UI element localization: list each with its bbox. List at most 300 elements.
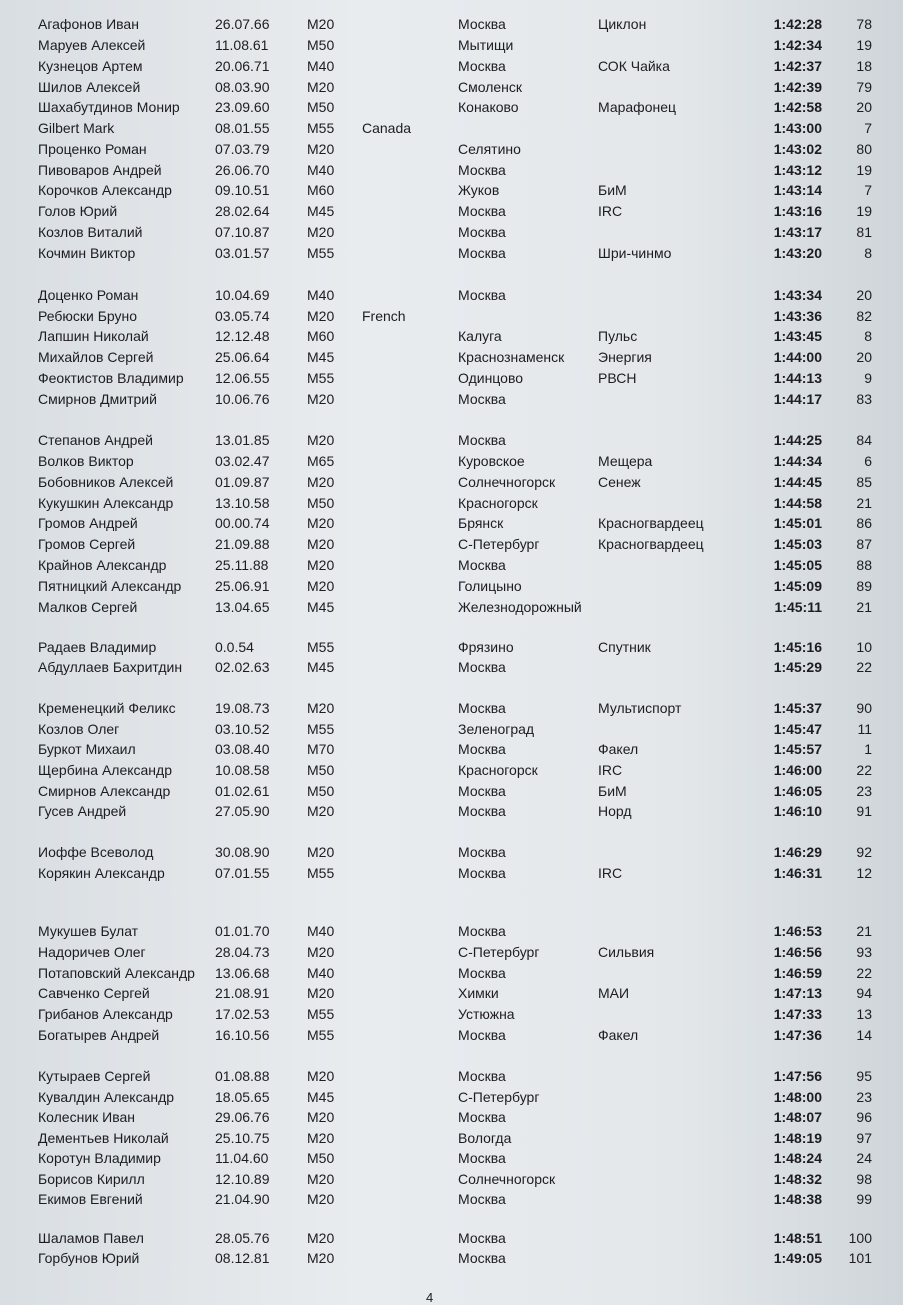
cell-born: 26.07.66	[215, 16, 270, 32]
cell-name: Надоричев Олег	[38, 944, 146, 960]
cell-time: 1:48:51	[773, 1230, 822, 1246]
cell-group: M55	[307, 865, 335, 881]
cell-born: 01.09.87	[215, 474, 270, 490]
cell-born: 23.09.60	[215, 99, 270, 115]
cell-time: 1:43:36	[773, 308, 822, 324]
cell-time: 1:47:33	[773, 1006, 822, 1022]
cell-place: 20	[856, 287, 872, 303]
cell-group: M45	[307, 659, 335, 675]
cell-name: Кувалдин Александр	[38, 1089, 175, 1105]
cell-born: 02.02.63	[215, 659, 270, 675]
cell-group: M55	[307, 1006, 335, 1022]
cell-born: 29.06.76	[215, 1109, 270, 1125]
cell-time: 1:43:34	[773, 287, 822, 303]
cell-group: M20	[307, 16, 335, 32]
cell-city: Москва	[458, 432, 506, 448]
result-row	[0, 306, 903, 326]
cell-city: Москва	[458, 1150, 506, 1166]
cell-place: 19	[856, 37, 872, 53]
result-row	[0, 781, 903, 801]
result-row	[0, 389, 903, 409]
cell-group: M50	[307, 1150, 335, 1166]
cell-group: M20	[307, 432, 335, 448]
cell-city: Москва	[458, 557, 506, 573]
cell-group: M40	[307, 162, 335, 178]
cell-name: Кузнецов Артем	[38, 58, 143, 74]
cell-city: Солнечногорск	[458, 1171, 556, 1187]
cell-born: 27.05.90	[215, 803, 270, 819]
cell-city: Брянск	[458, 515, 504, 531]
cell-club: Сильвия	[598, 944, 655, 960]
cell-name: Кочмин Виктор	[38, 245, 136, 261]
result-row	[0, 842, 903, 862]
cell-time: 1:48:00	[773, 1089, 822, 1105]
cell-name: Абдуллаев Бахритдин	[38, 659, 183, 675]
cell-group: M20	[307, 1250, 335, 1266]
cell-city: Москва	[458, 659, 506, 675]
cell-place: 13	[856, 1006, 872, 1022]
cell-born: 08.12.81	[215, 1250, 270, 1266]
cell-city: Красногорск	[458, 762, 538, 778]
cell-group: M20	[307, 308, 335, 324]
result-row	[0, 326, 903, 346]
cell-group: M60	[307, 328, 335, 344]
cell-name: Борисов Кирилл	[38, 1171, 145, 1187]
cell-club: БиМ	[598, 783, 627, 799]
cell-time: 1:44:25	[773, 432, 822, 448]
cell-group: M20	[307, 1171, 335, 1187]
cell-born: 17.02.53	[215, 1006, 270, 1022]
cell-group: M20	[307, 79, 335, 95]
cell-born: 03.01.57	[215, 245, 270, 261]
cell-city: Москва	[458, 803, 506, 819]
cell-name: Смирнов Александр	[38, 783, 171, 799]
cell-time: 1:44:17	[773, 391, 822, 407]
cell-name: Мукушев Булат	[38, 923, 139, 939]
cell-time: 1:45:37	[773, 700, 822, 716]
cell-group: M20	[307, 391, 335, 407]
cell-city: Мытищи	[458, 37, 514, 53]
cell-city: Москва	[458, 391, 506, 407]
cell-group: M45	[307, 203, 335, 219]
cell-place: 1	[864, 741, 872, 757]
result-row	[0, 1107, 903, 1127]
cell-city: Жуков	[458, 182, 500, 198]
cell-time: 1:42:39	[773, 79, 822, 95]
cell-group: M20	[307, 224, 335, 240]
cell-place: 18	[856, 58, 872, 74]
cell-city: Москва	[458, 923, 506, 939]
cell-born: 16.10.56	[215, 1027, 270, 1043]
result-row	[0, 760, 903, 780]
cell-place: 90	[856, 700, 872, 716]
cell-place: 101	[848, 1250, 872, 1266]
cell-city: Голицыно	[458, 578, 522, 594]
cell-place: 23	[856, 1089, 872, 1105]
cell-place: 88	[856, 557, 872, 573]
cell-born: 25.10.75	[215, 1130, 270, 1146]
cell-name: Щербина Александр	[38, 762, 172, 778]
cell-group: M20	[307, 1109, 335, 1125]
cell-name: Смирнов Дмитрий	[38, 391, 157, 407]
cell-city: Краснознаменск	[458, 349, 565, 365]
cell-city: Москва	[458, 700, 506, 716]
cell-time: 1:46:29	[773, 844, 822, 860]
result-row	[0, 1025, 903, 1045]
cell-city: Смоленск	[458, 79, 523, 95]
result-row	[0, 1169, 903, 1189]
cell-place: 14	[856, 1027, 872, 1043]
result-row	[0, 698, 903, 718]
cell-born: 25.06.91	[215, 578, 270, 594]
cell-place: 91	[856, 803, 872, 819]
result-row	[0, 139, 903, 159]
cell-place: 8	[864, 328, 872, 344]
cell-group: M20	[307, 474, 335, 490]
result-row	[0, 1248, 903, 1268]
result-row	[0, 597, 903, 617]
cell-name: Корочков Александр	[38, 182, 172, 198]
cell-place: 11	[857, 721, 872, 737]
result-row	[0, 739, 903, 759]
cell-group: M55	[307, 120, 335, 136]
cell-born: 12.06.55	[215, 370, 270, 386]
result-row	[0, 1189, 903, 1209]
cell-club: Красногвардеец	[598, 536, 704, 552]
result-row	[0, 1066, 903, 1086]
cell-city: Калуга	[458, 328, 502, 344]
cell-group: M40	[307, 58, 335, 74]
cell-group: M60	[307, 182, 335, 198]
result-row	[0, 1228, 903, 1248]
cell-time: 1:43:17	[773, 224, 822, 240]
cell-born: 28.02.64	[215, 203, 270, 219]
cell-name: Ребюски Бруно	[38, 308, 138, 324]
result-row	[0, 430, 903, 450]
cell-place: 79	[856, 79, 872, 95]
cell-place: 80	[856, 141, 872, 157]
cell-name: Горбунов Юрий	[38, 1250, 140, 1266]
cell-born: 01.02.61	[215, 783, 270, 799]
cell-place: 10	[856, 639, 872, 655]
cell-place: 93	[856, 944, 872, 960]
cell-place: 8	[864, 245, 872, 261]
cell-name: Екимов Евгений	[38, 1191, 143, 1207]
cell-time: 1:46:10	[773, 803, 822, 819]
cell-city: Химки	[458, 985, 499, 1001]
cell-city: Москва	[458, 1109, 506, 1125]
cell-time: 1:45:29	[773, 659, 822, 675]
cell-born: 12.10.89	[215, 1171, 270, 1187]
cell-time: 1:43:20	[773, 245, 822, 261]
cell-born: 03.02.47	[215, 453, 270, 469]
cell-born: 07.03.79	[215, 141, 270, 157]
result-row	[0, 160, 903, 180]
cell-place: 9	[864, 370, 872, 386]
cell-time: 1:44:00	[773, 349, 822, 365]
cell-name: Громов Андрей	[38, 515, 138, 531]
cell-city: Москва	[458, 1027, 506, 1043]
cell-group: M20	[307, 700, 335, 716]
cell-club: СОК Чайка	[598, 58, 670, 74]
cell-city: Зеленоград	[458, 721, 535, 737]
result-row	[0, 180, 903, 200]
cell-born: 0.0.54	[215, 639, 254, 655]
result-row	[0, 222, 903, 242]
cell-city: Москва	[458, 865, 506, 881]
cell-name: Грибанов Александр	[38, 1006, 173, 1022]
cell-group: M45	[307, 349, 335, 365]
cell-name: Пивоваров Андрей	[38, 162, 162, 178]
cell-name: Лапшин Николай	[38, 328, 149, 344]
cell-name: Волков Виктор	[38, 453, 134, 469]
cell-place: 22	[856, 965, 872, 981]
cell-place: 21	[856, 923, 872, 939]
cell-city: Москва	[458, 203, 506, 219]
cell-time: 1:46:05	[773, 783, 822, 799]
cell-born: 21.09.88	[215, 536, 270, 552]
cell-club: БиМ	[598, 182, 627, 198]
cell-time: 1:43:14	[773, 182, 822, 198]
cell-born: 07.01.55	[215, 865, 270, 881]
cell-born: 03.10.52	[215, 721, 270, 737]
cell-born: 13.06.68	[215, 965, 270, 981]
cell-group: M20	[307, 844, 335, 860]
cell-name: Агафонов Иван	[38, 16, 139, 32]
result-row	[0, 243, 903, 263]
cell-born: 13.10.58	[215, 495, 270, 511]
cell-name: Кременецкий Феликс	[38, 700, 176, 716]
cell-club: Норд	[598, 803, 632, 819]
cell-city: Москва	[458, 965, 506, 981]
cell-group: M20	[307, 1068, 335, 1084]
cell-city: Москва	[458, 844, 506, 860]
cell-born: 28.05.76	[215, 1230, 270, 1246]
result-row	[0, 1128, 903, 1148]
cell-place: 23	[856, 783, 872, 799]
cell-place: 94	[856, 985, 872, 1001]
cell-city: С-Петербург	[458, 1089, 540, 1105]
cell-born: 08.03.90	[215, 79, 270, 95]
cell-time: 1:45:47	[773, 721, 822, 737]
cell-group: M20	[307, 578, 335, 594]
result-row	[0, 201, 903, 221]
result-row	[0, 657, 903, 677]
cell-place: 85	[856, 474, 872, 490]
cell-club: МАИ	[598, 985, 630, 1001]
cell-time: 1:43:02	[773, 141, 822, 157]
cell-name: Доценко Роман	[38, 287, 139, 303]
result-row	[0, 1087, 903, 1107]
result-row	[0, 555, 903, 575]
cell-club: IRC	[598, 865, 623, 881]
cell-group: M50	[307, 762, 335, 778]
cell-city: Москва	[458, 741, 506, 757]
cell-name: Буркот Михаил	[38, 741, 136, 757]
cell-name: Малков Сергей	[38, 599, 138, 615]
cell-club: Факел	[598, 1027, 639, 1043]
cell-city: Одинцово	[458, 370, 524, 386]
cell-name: Козлов Олег	[38, 721, 120, 737]
cell-time: 1:43:16	[773, 203, 822, 219]
cell-time: 1:45:11	[774, 599, 822, 615]
cell-group: M50	[307, 99, 335, 115]
cell-group: M45	[307, 599, 335, 615]
cell-city: Куровское	[458, 453, 525, 469]
result-row	[0, 719, 903, 739]
result-row	[0, 14, 903, 34]
cell-time: 1:45:05	[773, 557, 822, 573]
cell-born: 13.04.65	[215, 599, 270, 615]
cell-name: Феоктистов Владимир	[38, 370, 184, 386]
cell-city: Москва	[458, 1230, 506, 1246]
cell-group: M40	[307, 287, 335, 303]
cell-time: 1:48:19	[773, 1130, 822, 1146]
cell-time: 1:42:37	[773, 58, 822, 74]
cell-group: M50	[307, 37, 335, 53]
cell-born: 10.08.58	[215, 762, 270, 778]
result-row	[0, 493, 903, 513]
cell-group: M20	[307, 985, 335, 1001]
cell-name: Корякин Александр	[38, 865, 165, 881]
result-row	[0, 1004, 903, 1024]
cell-time: 1:43:45	[773, 328, 822, 344]
cell-place: 98	[856, 1171, 872, 1187]
cell-place: 12	[856, 865, 872, 881]
cell-name: Голов Юрий	[38, 203, 118, 219]
cell-place: 22	[856, 659, 872, 675]
result-row	[0, 77, 903, 97]
cell-born: 21.08.91	[215, 985, 270, 1001]
cell-time: 1:43:12	[773, 162, 822, 178]
cell-name: Потаповский Александр	[38, 965, 195, 981]
result-row	[0, 637, 903, 657]
cell-place: 7	[864, 120, 872, 136]
cell-group: M55	[307, 370, 335, 386]
cell-born: 11.08.61	[215, 37, 269, 53]
cell-born: 12.12.48	[215, 328, 270, 344]
cell-city: Москва	[458, 58, 506, 74]
cell-name: Шилов Алексей	[38, 79, 141, 95]
cell-born: 25.06.64	[215, 349, 270, 365]
cell-place: 100	[848, 1230, 872, 1246]
cell-place: 24	[856, 1150, 872, 1166]
cell-born: 03.05.74	[215, 308, 270, 324]
result-row	[0, 942, 903, 962]
cell-city: Москва	[458, 16, 506, 32]
cell-born: 11.04.60	[215, 1150, 269, 1166]
cell-name: Кукушкин Александр	[38, 495, 174, 511]
cell-club: Факел	[598, 741, 639, 757]
cell-city: Москва	[458, 245, 506, 261]
cell-place: 19	[856, 203, 872, 219]
result-row	[0, 451, 903, 471]
cell-time: 1:45:09	[773, 578, 822, 594]
cell-group: M20	[307, 944, 335, 960]
result-row	[0, 285, 903, 305]
result-row	[0, 56, 903, 76]
cell-name: Колесник Иван	[38, 1109, 136, 1125]
cell-club: Энергия	[598, 349, 652, 365]
cell-group: M20	[307, 515, 335, 531]
cell-place: 87	[856, 536, 872, 552]
cell-group: M70	[307, 741, 335, 757]
cell-group: M65	[307, 453, 335, 469]
cell-city: Москва	[458, 1191, 506, 1207]
result-row	[0, 801, 903, 821]
cell-born: 20.06.71	[215, 58, 270, 74]
cell-city: С-Петербург	[458, 944, 540, 960]
cell-time: 1:47:56	[773, 1068, 822, 1084]
cell-city: Красногорск	[458, 495, 538, 511]
cell-time: 1:46:31	[773, 865, 822, 881]
result-row	[0, 921, 903, 941]
cell-group: M55	[307, 1027, 335, 1043]
cell-time: 1:44:45	[773, 474, 822, 490]
cell-group: M55	[307, 721, 335, 737]
cell-city: Солнечногорск	[458, 474, 556, 490]
cell-place: 89	[856, 578, 872, 594]
cell-club: РВСН	[598, 370, 637, 386]
cell-city: Москва	[458, 287, 506, 303]
cell-club: Красногвардеец	[598, 515, 704, 531]
cell-place: 82	[856, 308, 872, 324]
cell-name: Степанов Андрей	[38, 432, 153, 448]
cell-name: Пятницкий Александр	[38, 578, 182, 594]
cell-born: 26.06.70	[215, 162, 270, 178]
cell-group: M50	[307, 783, 335, 799]
cell-name: Крайнов Александр	[38, 557, 167, 573]
result-row	[0, 118, 903, 138]
result-row	[0, 513, 903, 533]
result-row	[0, 347, 903, 367]
cell-city: Москва	[458, 224, 506, 240]
cell-place: 6	[864, 453, 872, 469]
cell-club: Мещера	[598, 453, 653, 469]
cell-name: Шаламов Павел	[38, 1230, 144, 1246]
cell-group: M40	[307, 965, 335, 981]
result-row	[0, 983, 903, 1003]
cell-group: M20	[307, 141, 335, 157]
cell-born: 01.01.70	[215, 923, 270, 939]
page-number: 4	[426, 1290, 434, 1305]
cell-name: Козлов Виталий	[38, 224, 143, 240]
cell-name: Коротун Владимир	[38, 1150, 161, 1166]
cell-country: Canada	[362, 120, 412, 136]
cell-group: M20	[307, 557, 335, 573]
cell-time: 1:44:13	[773, 370, 822, 386]
cell-group: M20	[307, 803, 335, 819]
result-row	[0, 97, 903, 117]
cell-time: 1:47:13	[773, 985, 822, 1001]
cell-city: Москва	[458, 1068, 506, 1084]
cell-born: 08.01.55	[215, 120, 270, 136]
cell-city: Конаково	[458, 99, 519, 115]
cell-name: Михайлов Сергей	[38, 349, 154, 365]
cell-born: 21.04.90	[215, 1191, 270, 1207]
cell-time: 1:48:24	[773, 1150, 822, 1166]
result-row	[0, 472, 903, 492]
cell-place: 96	[856, 1109, 872, 1125]
result-row	[0, 368, 903, 388]
cell-place: 92	[856, 844, 872, 860]
cell-born: 10.06.76	[215, 391, 270, 407]
cell-place: 83	[856, 391, 872, 407]
cell-place: 84	[856, 432, 872, 448]
cell-place: 99	[856, 1191, 872, 1207]
cell-city: Селятино	[458, 141, 521, 157]
result-row	[0, 1148, 903, 1168]
